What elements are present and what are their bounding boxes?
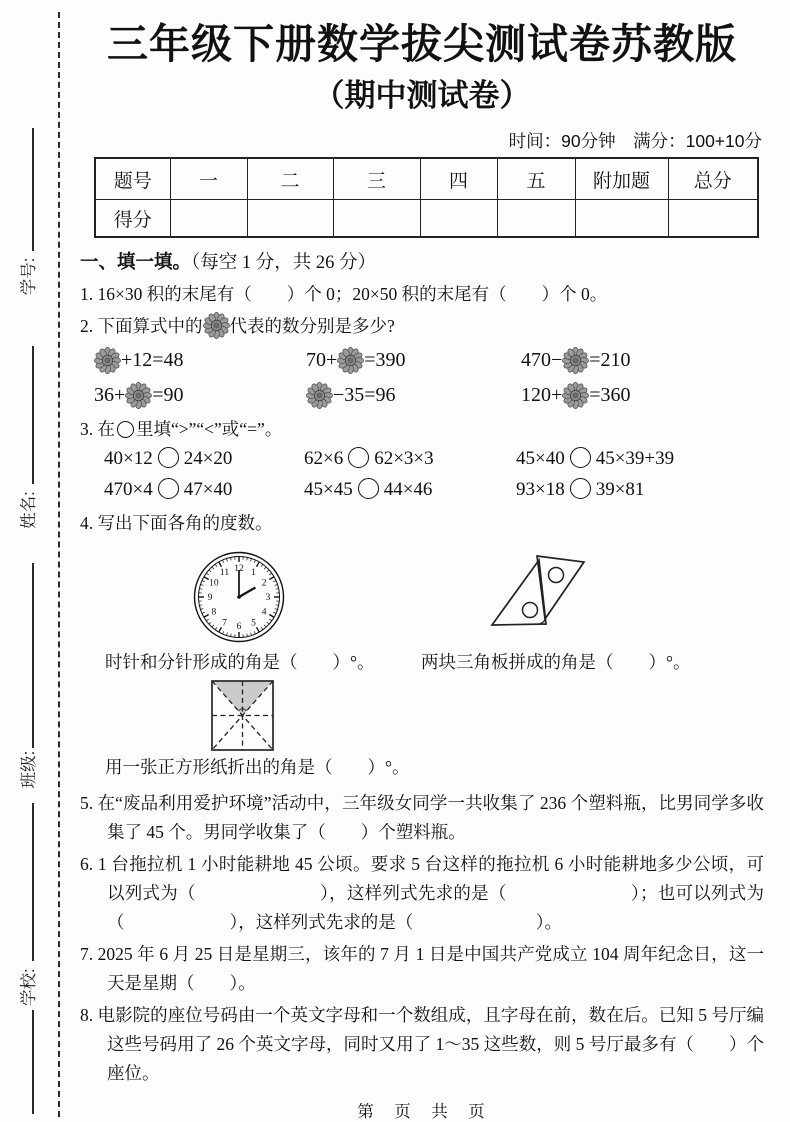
- question-5: 5. 在“废品利用爱护环境”活动中，三年级女同学一共收集了 236 个塑料瓶，比男同学多收集了 45 个。男同学收集了（ ）个塑料瓶。: [80, 789, 764, 847]
- answer-circle-icon: [158, 447, 179, 468]
- triangle-caption: 两块三角板拼成的角是（ ）°。: [421, 648, 691, 676]
- svg-text:4: 4: [262, 608, 267, 618]
- score-row-label: 得分: [95, 200, 170, 238]
- svg-text:10: 10: [209, 579, 219, 589]
- score-table-score-row: [95, 200, 758, 238]
- question-6: 6. 1 台拖拉机 1 小时能耕地 45 公顷。要求 5 台这样的拖拉机 6 小时能耕地多少公顷，可以列式为（ ），这样列式先求的是（ ）；也可以列式为（ ），这样列式先求的是（ ）。: [80, 850, 764, 937]
- section-1-heading: [80, 248, 764, 274]
- fill-in-line: [31, 563, 34, 748]
- student-id-label: 学号:: [15, 258, 39, 296]
- svg-text:6: 6: [237, 623, 242, 633]
- question-3: [80, 415, 764, 444]
- question-3-text: 3. 在: [80, 419, 115, 439]
- question-3-text: 里填“>”“<”或“=”。: [136, 419, 282, 439]
- fill-in-line: [31, 803, 34, 961]
- score-table-header-cell: 五: [497, 158, 575, 200]
- answer-circle-icon: [158, 478, 179, 499]
- equation: +12=48: [94, 347, 306, 374]
- score-cell: [668, 200, 758, 238]
- comparison: 93×18 39×81: [516, 478, 764, 501]
- page-title: 三年级下册数学拔尖测试卷苏教版: [80, 20, 764, 69]
- question-7: 7. 2025 年 6 月 25 日是星期三，该年的 7 月 1 日是中国共产党成立 104 周年纪念日，这一天是星期（ ）。: [80, 940, 764, 998]
- question-4-figures: [80, 541, 764, 648]
- question-2-equations: [94, 347, 764, 409]
- equation: 70+ =390: [306, 347, 521, 374]
- question-3-comparisons: [104, 447, 764, 501]
- comparison: 45×45 44×46: [304, 478, 516, 501]
- sunflower-icon: [562, 382, 589, 409]
- sunflower-icon: [562, 347, 589, 374]
- clock-figure: [193, 551, 285, 643]
- exam-paper: [80, 0, 764, 1122]
- svg-text:5: 5: [251, 619, 256, 629]
- svg-text:7: 7: [222, 619, 227, 629]
- equation: 470− =210: [521, 347, 764, 374]
- set-squares-figure: [485, 541, 645, 633]
- student-info-sidebar: [15, 12, 49, 1114]
- score-cell: [575, 200, 668, 238]
- sunflower-icon: [203, 312, 230, 339]
- score-cell: [170, 200, 247, 238]
- folded-square-figure: [211, 680, 274, 751]
- comparison: 62×6 62×3×3: [304, 447, 516, 470]
- equation: 36+ =90: [94, 382, 306, 409]
- answer-circle-icon: [570, 447, 591, 468]
- comparison: 40×12 24×20: [104, 447, 304, 470]
- svg-text:2: 2: [262, 579, 267, 589]
- svg-text:8: 8: [212, 608, 217, 618]
- score-table-header-row: [95, 158, 758, 200]
- fill-in-line: [31, 1010, 34, 1114]
- comparison: 470×4 47×40: [104, 478, 304, 501]
- sunflower-icon: [94, 347, 121, 374]
- svg-text:12: 12: [234, 565, 244, 575]
- score-table-header-cell: 四: [420, 158, 497, 200]
- score-table-header-cell: 三: [333, 158, 420, 200]
- question-8: 8. 电影院的座位号码由一个英文字母和一个数组成，且字母在前，数在后。已知 5 号厅编这些号码用了 26 个英文字母，同时又用了 1～35 这些数，则 5 号厅最多有（ ）个座位。: [80, 1001, 764, 1088]
- answer-circle-icon: [348, 447, 369, 468]
- question-4: 4. 写出下面各角的度数。: [80, 509, 764, 538]
- section-1-title: 一、填一填。: [80, 253, 191, 273]
- square-caption: 用一张正方形纸折出的角是（ ）°。: [105, 753, 764, 781]
- margin-dashed-line: [58, 12, 60, 1117]
- sunflower-icon: [306, 382, 333, 409]
- score-cell: [420, 200, 497, 238]
- score-table-header-cell: 二: [247, 158, 333, 200]
- answer-circle-icon: [358, 478, 379, 499]
- score-cell: [333, 200, 420, 238]
- answer-circle-icon: [117, 421, 134, 438]
- time-score-line: 时间：90分钟 满分：100+10分: [80, 128, 762, 153]
- section-1-points: （每空 1 分，共 26 分）: [191, 253, 376, 273]
- page-footer: 第 页 共 页: [80, 1098, 764, 1122]
- score-table: [94, 157, 759, 238]
- answer-circle-icon: [570, 478, 591, 499]
- fill-in-line: [31, 346, 34, 484]
- sunflower-icon: [337, 347, 364, 374]
- clock-caption: 时针和分针形成的角是（ ）°。: [105, 648, 421, 676]
- score-table-header-cell: 一: [170, 158, 247, 200]
- question-2-text: 2. 下面算式中的: [80, 316, 203, 336]
- question-1: 1. 16×30 积的末尾有（ ）个 0；20×50 积的末尾有（ ）个 0。: [80, 280, 764, 309]
- svg-text:3: 3: [266, 594, 271, 604]
- svg-text:9: 9: [208, 594, 213, 604]
- score-cell: [247, 200, 333, 238]
- sunflower-icon: [125, 382, 152, 409]
- question-2: [80, 312, 764, 341]
- equation: 120+ =360: [521, 382, 764, 409]
- score-table-header-cell: 附加题: [575, 158, 668, 200]
- page-subtitle: （期中测试卷）: [80, 77, 764, 114]
- score-table-header-cell: 题号: [95, 158, 170, 200]
- class-label: 班级:: [15, 751, 39, 789]
- score-cell: [497, 200, 575, 238]
- svg-text:1: 1: [251, 568, 256, 578]
- comparison: 45×40 45×39+39: [516, 447, 764, 470]
- name-label: 姓名:: [15, 491, 39, 529]
- score-table-header-cell: 总分: [668, 158, 758, 200]
- fill-in-line: [31, 128, 34, 251]
- school-label: 学校:: [15, 968, 39, 1006]
- question-2-text: 代表的数分别是多少?: [230, 316, 395, 336]
- svg-text:11: 11: [220, 568, 229, 578]
- equation: −35=96: [306, 382, 521, 409]
